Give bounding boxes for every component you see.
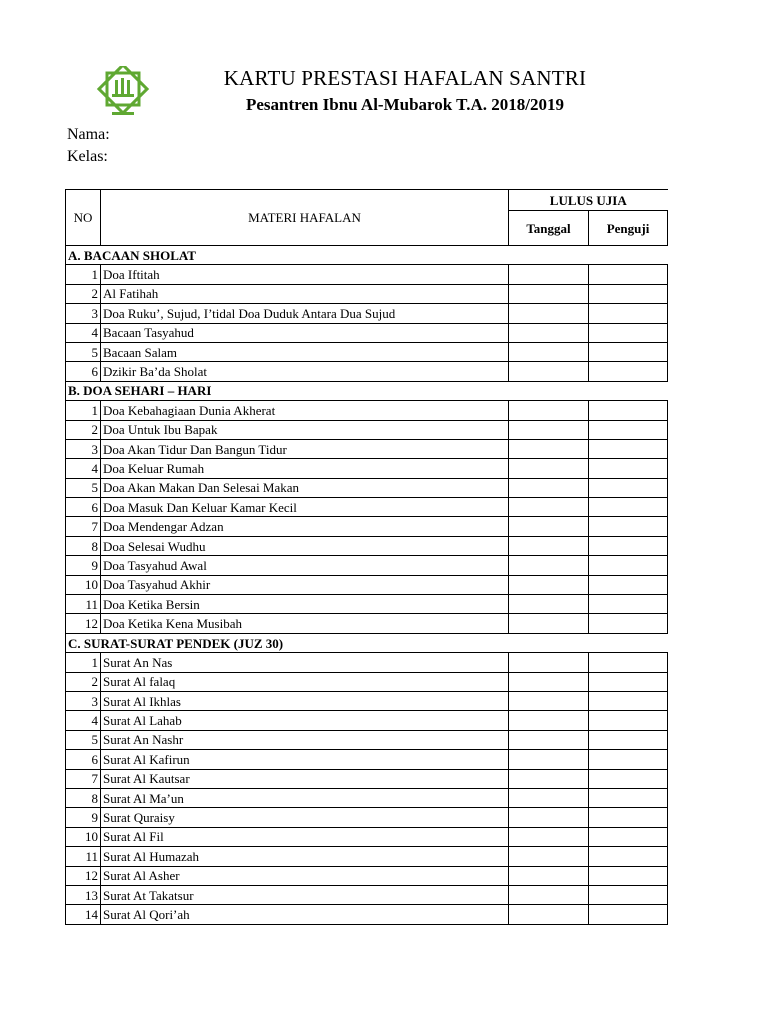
row-materi: Doa Ruku’, Sujud, I’tidal Doa Duduk Antara Dua Sujud xyxy=(101,304,509,323)
table-row xyxy=(66,265,668,284)
col-header-lulus-ujian: LULUS UJIA xyxy=(509,190,668,211)
table-row xyxy=(66,342,668,361)
tanggal-cell[interactable] xyxy=(509,866,589,885)
table-row xyxy=(66,304,668,323)
penguji-cell[interactable] xyxy=(589,672,668,691)
penguji-cell[interactable] xyxy=(589,323,668,342)
penguji-cell[interactable] xyxy=(589,885,668,904)
row-number: 3 xyxy=(66,439,101,458)
table-row xyxy=(66,556,668,575)
page-title: KARTU PRESTASI HAFALAN SANTRI xyxy=(223,66,587,90)
row-materi: Surat Al Humazah xyxy=(101,847,509,866)
row-materi: Surat Al Kafirun xyxy=(101,750,509,769)
penguji-cell[interactable] xyxy=(589,342,668,361)
section-blank-cell xyxy=(589,633,668,652)
row-number: 8 xyxy=(66,536,101,555)
table-row xyxy=(66,827,668,846)
tanggal-cell[interactable] xyxy=(509,769,589,788)
table-row xyxy=(66,478,668,497)
row-number: 1 xyxy=(66,265,101,284)
row-materi: Surat Al Fil xyxy=(101,827,509,846)
penguji-cell[interactable] xyxy=(589,788,668,807)
row-number: 3 xyxy=(66,691,101,710)
row-materi: Doa Selesai Wudhu xyxy=(101,536,509,555)
penguji-cell[interactable] xyxy=(589,284,668,303)
page-subtitle: Pesantren Ibnu Al-Mubarok T.A. 2018/2019 xyxy=(245,95,565,114)
penguji-cell[interactable] xyxy=(589,439,668,458)
penguji-cell[interactable] xyxy=(589,478,668,497)
table-row xyxy=(66,905,668,924)
row-materi: Doa Keluar Rumah xyxy=(101,459,509,478)
row-number: 3 xyxy=(66,304,101,323)
penguji-cell[interactable] xyxy=(589,595,668,614)
table-row xyxy=(66,788,668,807)
row-materi: Doa Tasyahud Awal xyxy=(101,556,509,575)
row-number: 4 xyxy=(66,711,101,730)
row-materi: Surat An Nas xyxy=(101,653,509,672)
row-materi: Surat Al Ma’un xyxy=(101,788,509,807)
row-materi: Surat An Nashr xyxy=(101,730,509,749)
row-materi: Doa Akan Tidur Dan Bangun Tidur xyxy=(101,439,509,458)
tanggal-cell[interactable] xyxy=(509,827,589,846)
col-header-tanggal: Tanggal xyxy=(509,211,589,246)
tanggal-cell[interactable] xyxy=(509,342,589,361)
penguji-cell[interactable] xyxy=(589,265,668,284)
table-row xyxy=(66,439,668,458)
row-number: 6 xyxy=(66,362,101,381)
penguji-cell[interactable] xyxy=(589,769,668,788)
row-number: 2 xyxy=(66,672,101,691)
tanggal-cell[interactable] xyxy=(509,788,589,807)
tanggal-cell[interactable] xyxy=(509,517,589,536)
tanggal-cell[interactable] xyxy=(509,284,589,303)
row-materi: Surat At Takatsur xyxy=(101,885,509,904)
tanggal-cell[interactable] xyxy=(509,808,589,827)
row-number: 2 xyxy=(66,420,101,439)
row-materi: Surat Al Ikhlas xyxy=(101,691,509,710)
table-row xyxy=(66,691,668,710)
penguji-cell[interactable] xyxy=(589,459,668,478)
table-row xyxy=(66,847,668,866)
row-number: 1 xyxy=(66,653,101,672)
row-materi: Doa Akan Makan Dan Selesai Makan xyxy=(101,478,509,497)
row-materi: Al Fatihah xyxy=(101,284,509,303)
table-row xyxy=(66,401,668,420)
penguji-cell[interactable] xyxy=(589,536,668,555)
row-number: 2 xyxy=(66,284,101,303)
tanggal-cell[interactable] xyxy=(509,459,589,478)
penguji-cell[interactable] xyxy=(589,401,668,420)
table-row xyxy=(66,498,668,517)
penguji-cell[interactable] xyxy=(589,362,668,381)
row-number: 5 xyxy=(66,730,101,749)
kelas-label: Kelas: xyxy=(67,148,108,165)
row-materi: Doa Iftitah xyxy=(101,265,509,284)
table-row xyxy=(66,536,668,555)
table-body xyxy=(66,246,668,925)
row-materi: Surat Quraisy xyxy=(101,808,509,827)
row-materi: Doa Ketika Bersin xyxy=(101,595,509,614)
penguji-cell[interactable] xyxy=(589,304,668,323)
penguji-cell[interactable] xyxy=(589,691,668,710)
row-number: 13 xyxy=(66,885,101,904)
tanggal-cell[interactable] xyxy=(509,498,589,517)
tanggal-cell[interactable] xyxy=(509,536,589,555)
row-number: 4 xyxy=(66,459,101,478)
penguji-cell[interactable] xyxy=(589,498,668,517)
row-materi: Surat Al Lahab xyxy=(101,711,509,730)
row-number: 7 xyxy=(66,517,101,536)
section-title: B. DOA SEHARI – HARI xyxy=(66,381,509,400)
tanggal-cell[interactable] xyxy=(509,595,589,614)
tanggal-cell[interactable] xyxy=(509,401,589,420)
penguji-cell[interactable] xyxy=(589,653,668,672)
row-number: 11 xyxy=(66,847,101,866)
tanggal-cell[interactable] xyxy=(509,439,589,458)
penguji-cell[interactable] xyxy=(589,827,668,846)
row-materi: Doa Kebahagiaan Dunia Akherat xyxy=(101,401,509,420)
penguji-cell[interactable] xyxy=(589,750,668,769)
row-number: 9 xyxy=(66,556,101,575)
hafalan-table xyxy=(65,189,668,925)
table-row xyxy=(66,808,668,827)
col-header-penguji: Penguji xyxy=(589,211,668,246)
section-header-row xyxy=(66,381,668,400)
row-number: 12 xyxy=(66,866,101,885)
pesantren-logo-icon xyxy=(92,66,154,120)
row-number: 14 xyxy=(66,905,101,924)
penguji-cell[interactable] xyxy=(589,711,668,730)
table-row xyxy=(66,711,668,730)
nama-label: Nama: xyxy=(67,126,110,143)
tanggal-cell[interactable] xyxy=(509,575,589,594)
row-number: 5 xyxy=(66,342,101,361)
tanggal-cell[interactable] xyxy=(509,730,589,749)
tanggal-cell[interactable] xyxy=(509,420,589,439)
row-number: 7 xyxy=(66,769,101,788)
table-row xyxy=(66,362,668,381)
row-number: 6 xyxy=(66,498,101,517)
table-row xyxy=(66,323,668,342)
tanggal-cell[interactable] xyxy=(509,711,589,730)
tanggal-cell[interactable] xyxy=(509,614,589,633)
row-number: 5 xyxy=(66,478,101,497)
row-materi: Bacaan Tasyahud xyxy=(101,323,509,342)
row-number: 12 xyxy=(66,614,101,633)
tanggal-cell[interactable] xyxy=(509,653,589,672)
row-number: 11 xyxy=(66,595,101,614)
section-title: C. SURAT-SURAT PENDEK (JUZ 30) xyxy=(66,633,509,652)
row-number: 9 xyxy=(66,808,101,827)
tanggal-cell[interactable] xyxy=(509,265,589,284)
penguji-cell[interactable] xyxy=(589,808,668,827)
row-materi: Doa Mendengar Adzan xyxy=(101,517,509,536)
row-materi: Surat Al Kautsar xyxy=(101,769,509,788)
penguji-cell[interactable] xyxy=(589,575,668,594)
penguji-cell[interactable] xyxy=(589,517,668,536)
col-header-no: NO xyxy=(66,190,101,246)
row-materi: Bacaan Salam xyxy=(101,342,509,361)
row-number: 8 xyxy=(66,788,101,807)
table-row xyxy=(66,672,668,691)
table-row xyxy=(66,284,668,303)
table-row xyxy=(66,866,668,885)
row-number: 1 xyxy=(66,401,101,420)
penguji-cell[interactable] xyxy=(589,730,668,749)
row-materi: Doa Masuk Dan Keluar Kamar Kecil xyxy=(101,498,509,517)
row-materi: Surat Al Asher xyxy=(101,866,509,885)
penguji-cell[interactable] xyxy=(589,420,668,439)
tanggal-cell[interactable] xyxy=(509,885,589,904)
tanggal-cell[interactable] xyxy=(509,905,589,924)
row-materi: Doa Ketika Kena Musibah xyxy=(101,614,509,633)
row-number: 6 xyxy=(66,750,101,769)
penguji-cell[interactable] xyxy=(589,866,668,885)
table-row xyxy=(66,614,668,633)
table-row xyxy=(66,750,668,769)
table-row xyxy=(66,459,668,478)
tanggal-cell[interactable] xyxy=(509,323,589,342)
tanggal-cell[interactable] xyxy=(509,362,589,381)
section-blank-cell xyxy=(589,246,668,265)
row-materi: Surat Al Qori’ah xyxy=(101,905,509,924)
row-materi: Doa Tasyahud Akhir xyxy=(101,575,509,594)
tanggal-cell[interactable] xyxy=(509,691,589,710)
tanggal-cell[interactable] xyxy=(509,556,589,575)
penguji-cell[interactable] xyxy=(589,905,668,924)
penguji-cell[interactable] xyxy=(589,847,668,866)
row-number: 10 xyxy=(66,575,101,594)
tanggal-cell[interactable] xyxy=(509,478,589,497)
section-blank-cell xyxy=(509,381,589,400)
section-blank-cell xyxy=(509,633,589,652)
row-materi: Doa Untuk Ibu Bapak xyxy=(101,420,509,439)
col-header-materi: MATERI HAFALAN xyxy=(101,190,509,246)
tanggal-cell[interactable] xyxy=(509,304,589,323)
section-header-row xyxy=(66,633,668,652)
table-row xyxy=(66,769,668,788)
row-materi: Dzikir Ba’da Sholat xyxy=(101,362,509,381)
tanggal-cell[interactable] xyxy=(509,847,589,866)
penguji-cell[interactable] xyxy=(589,556,668,575)
penguji-cell[interactable] xyxy=(589,614,668,633)
table-row xyxy=(66,653,668,672)
section-title: A. BACAAN SHOLAT xyxy=(66,246,509,265)
tanggal-cell[interactable] xyxy=(509,672,589,691)
table-row xyxy=(66,730,668,749)
table-row xyxy=(66,517,668,536)
section-blank-cell xyxy=(589,381,668,400)
row-number: 10 xyxy=(66,827,101,846)
tanggal-cell[interactable] xyxy=(509,750,589,769)
section-header-row xyxy=(66,246,668,265)
row-number: 4 xyxy=(66,323,101,342)
row-materi: Surat Al falaq xyxy=(101,672,509,691)
table-row xyxy=(66,575,668,594)
section-blank-cell xyxy=(509,246,589,265)
table-row xyxy=(66,595,668,614)
table-row xyxy=(66,885,668,904)
table-row xyxy=(66,420,668,439)
